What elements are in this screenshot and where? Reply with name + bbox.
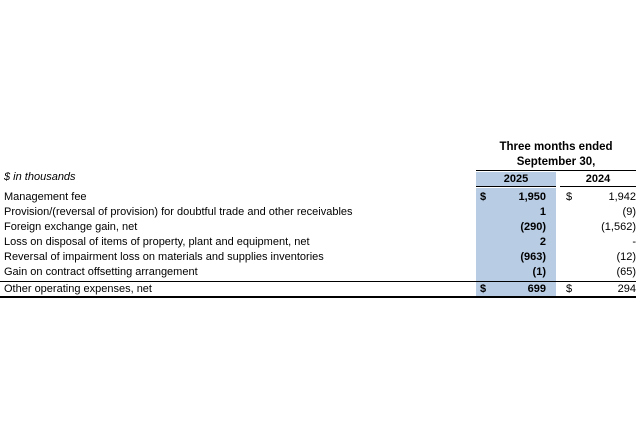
total-double-underline	[0, 296, 636, 298]
units-label: $ in thousands	[4, 171, 76, 183]
currency-symbol: $	[480, 191, 487, 203]
prior-value: (9)	[622, 206, 636, 218]
period-header	[474, 140, 638, 170]
row-label: Foreign exchange gain, net	[4, 221, 138, 233]
year-current-underline	[476, 186, 556, 187]
period-header-line2: September 30,	[516, 156, 596, 168]
prior-value: 1,942	[608, 191, 636, 203]
current-value: (1)	[532, 266, 546, 278]
current-value: 1	[539, 206, 546, 218]
total-row	[0, 282, 640, 297]
row-label: Provision/(reversal of provision) for doubtful trade and other receivables	[4, 206, 353, 218]
total-current-value: 699	[527, 283, 546, 295]
row-label: Loss on disposal of items of property, plant and equipment, net	[4, 236, 310, 248]
year-prior-underline	[560, 186, 636, 187]
table-row	[0, 205, 640, 220]
row-label: Management fee	[4, 191, 87, 203]
year-prior-header: 2024	[585, 173, 611, 185]
table-row	[0, 220, 640, 235]
total-prior-value: 294	[617, 283, 636, 295]
current-value: 2	[539, 236, 546, 248]
table-row	[0, 190, 640, 205]
current-value: (963)	[520, 251, 546, 263]
prior-value: (1,562)	[601, 221, 636, 233]
row-label: Reversal of impairment loss on materials and supplies inventories	[4, 251, 324, 263]
period-header-line1: Three months ended	[499, 141, 613, 153]
currency-symbol: $	[566, 283, 573, 295]
prior-value: (65)	[616, 266, 636, 278]
current-value: 1,950	[518, 191, 546, 203]
prior-value: -	[632, 236, 636, 248]
currency-symbol: $	[566, 191, 573, 203]
table-row	[0, 235, 640, 250]
table-row	[0, 265, 640, 280]
table-row	[0, 250, 640, 265]
current-value: (290)	[520, 221, 546, 233]
prior-value: (12)	[616, 251, 636, 263]
header-rule	[476, 170, 636, 171]
row-label: Gain on contract offsetting arrangement	[4, 266, 198, 278]
year-current-header: 2025	[476, 172, 556, 186]
total-label: Other operating expenses, net	[4, 283, 152, 295]
currency-symbol: $	[480, 283, 487, 295]
